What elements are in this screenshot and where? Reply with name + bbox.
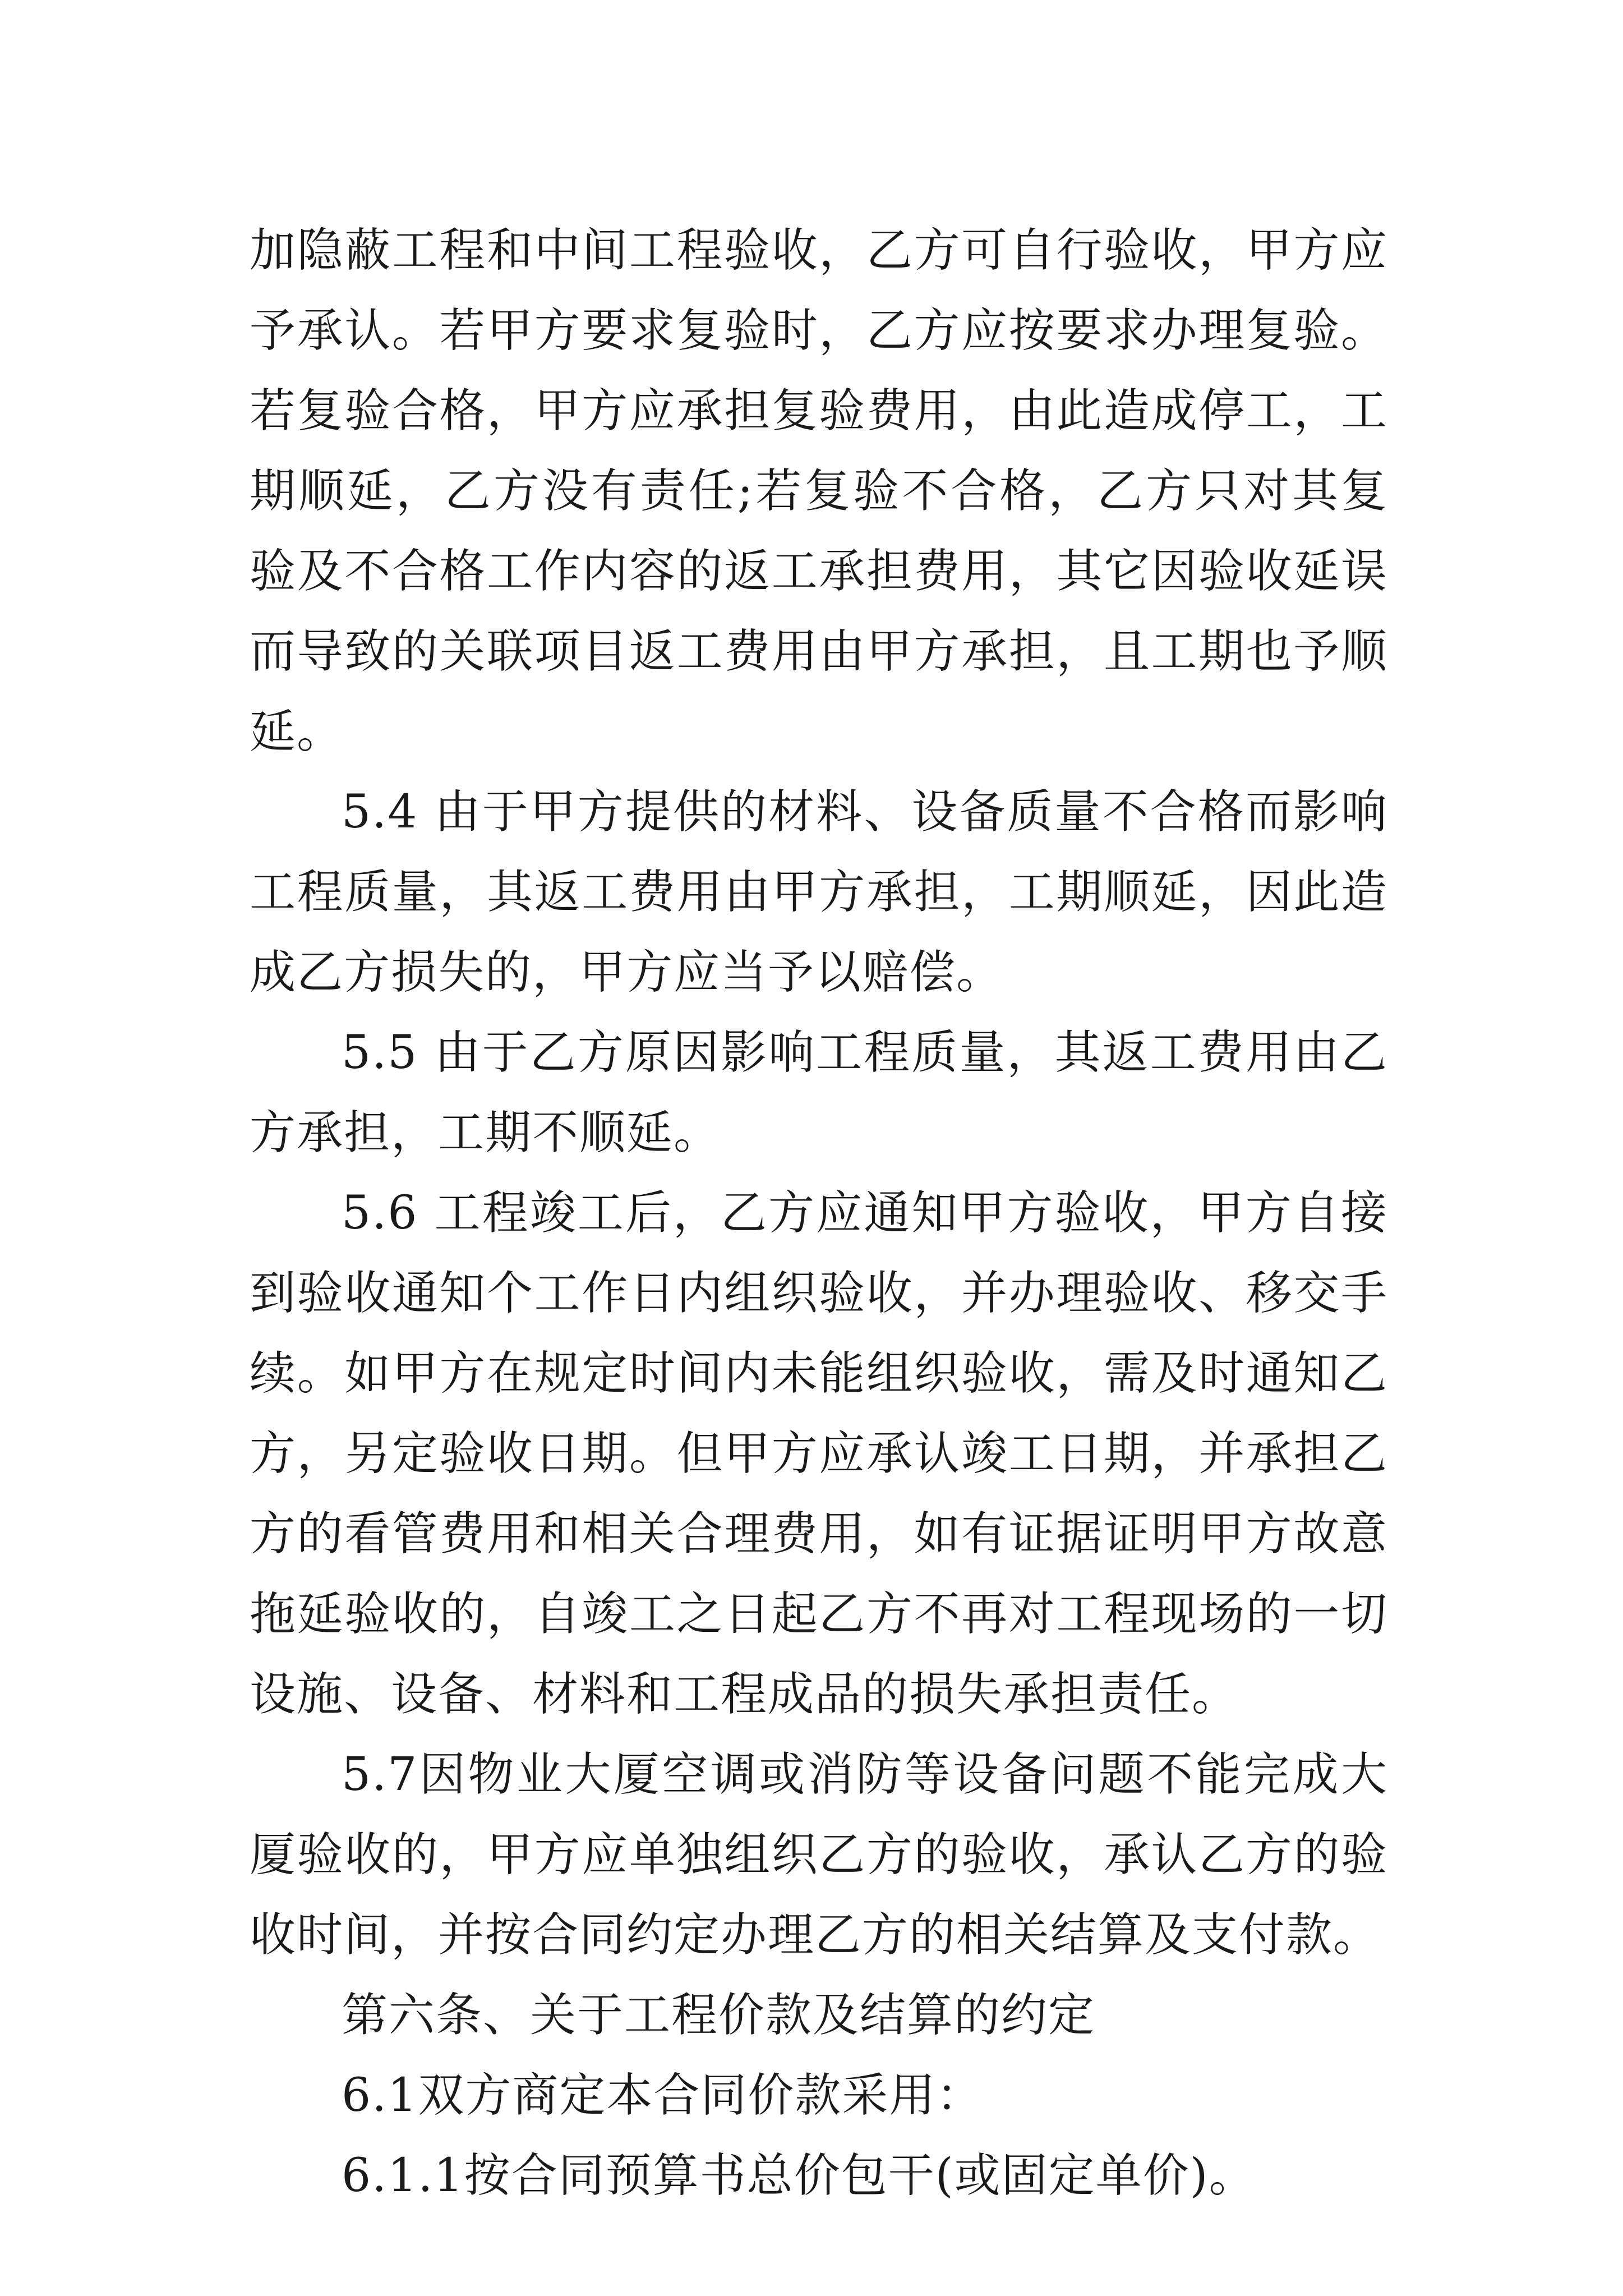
paragraph-clause-5-7: 5.7因物业大厦空调或消防等设备问题不能完成大厦验收的，甲方应单独组织乙方的验收，承认乙方的验收时间，并按合同约定办理乙方的相关结算及支付款。	[250, 1748, 1388, 1962]
section-heading-article-6: 第六条、关于工程价款及结算的约定	[342, 1989, 1096, 2042]
paragraph-clause-6-1: 6.1双方商定本合同价款采用：	[342, 2069, 984, 2122]
paragraph-clause-6-1-1: 6.1.1按合同预算书总价包干(或固定单价)。	[342, 2149, 1256, 2202]
paragraph-clause-5-4: 5.4 由于甲方提供的材料、设备质量不合格而影响工程质量，其返工费用由甲方承担，工期顺延，因此造成乙方损失的，甲方应当予以赔偿。	[250, 785, 1388, 999]
paragraph-clause-5-5: 5.5 由于乙方原因影响工程质量，其返工费用由乙方承担，工期不顺延。	[250, 1026, 1388, 1159]
paragraph-clause-5-6: 5.6 工程竣工后，乙方应通知甲方验收，甲方自接到验收通知个工作日内组织验收，并办理验收、移交手续。如甲方在规定时间内未能组织验收，需及时通知乙方，另定验收日期。但甲方应承认竣工日期，并承担乙方的看管费用和相关合理费用，如有证据证明甲方故意拖延验收的，自竣工之日起乙方不再对工程现场的一切设施、设备、材料和工程成品的损失承担责任。	[250, 1186, 1388, 1721]
paragraph-acceptance-continued: 加隐蔽工程和中间工程验收，乙方可自行验收，甲方应予承认。若甲方要求复验时，乙方应按要求办理复验。若复验合格，甲方应承担复验费用，由此造成停工，工期顺延，乙方没有责任;若复验不合格，乙方只对其复验及不合格工作内容的返工承担费用，其它因验收延误而导致的关联项目返工费用由甲方承担，且工期也予顺延。	[250, 224, 1388, 758]
document-body	[250, 210, 1388, 2216]
